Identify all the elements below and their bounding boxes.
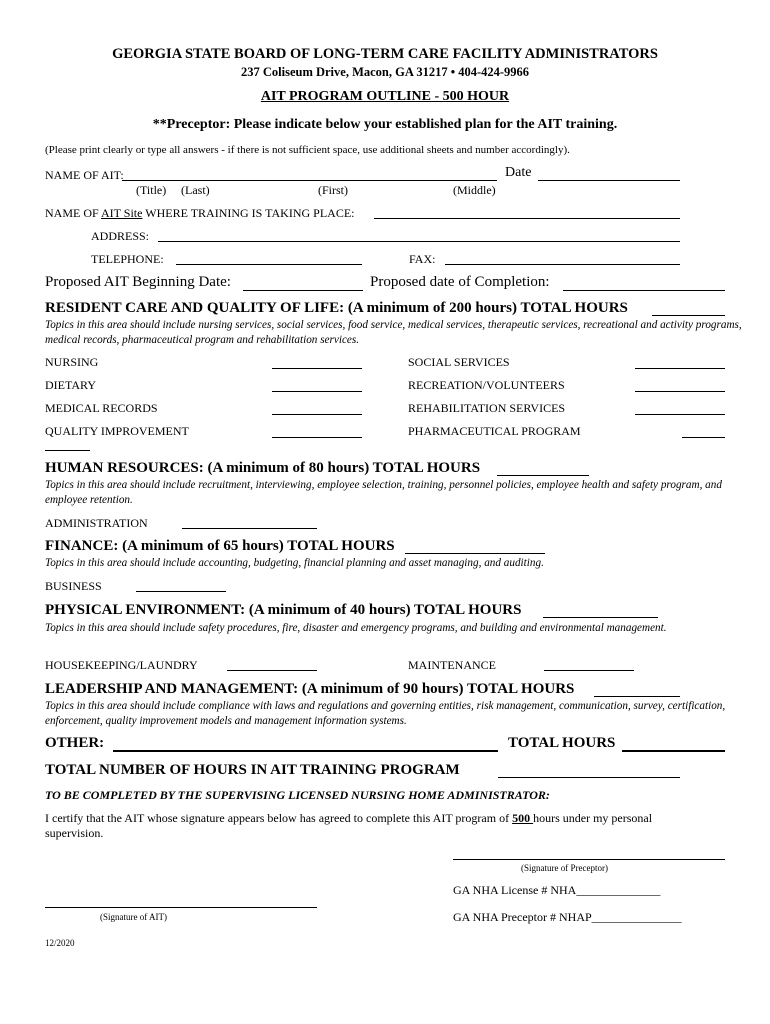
resident-topics: Topics in this area should include nursing services, social services, food service, medical services, therapeutic services, recreational and activity programs, medical records, pharmaceutical program and rehabilitation services.: [45, 319, 742, 346]
title-label: (Title): [136, 183, 167, 197]
housekeeping-label: HOUSEKEEPING/LAUNDRY: [45, 658, 198, 672]
physical-total-field[interactable]: [543, 617, 658, 618]
fax-field[interactable]: [445, 264, 680, 265]
leadership-heading: LEADERSHIP AND MANAGEMENT: (A minimum of 90 hours) TOTAL HOURS: [45, 681, 575, 697]
administration-hours-field[interactable]: [182, 528, 317, 529]
instructions: (Please print clearly or type all answers - if there is not sufficient space, use additional sheets and number accordingly).: [45, 144, 570, 156]
other-total-field[interactable]: [622, 750, 725, 752]
medical-records-hours-field[interactable]: [272, 414, 362, 415]
leadership-topics: Topics in this area should include compliance with laws and regulations and governing entities, risk management, communication, survey, certification, enforcement, quality improvement models and management information systems.: [45, 700, 726, 727]
leadership-total-field[interactable]: [594, 696, 680, 697]
board-name: GEORGIA STATE BOARD OF LONG-TERM CARE FACILITY ADMINISTRATORS: [112, 46, 658, 62]
date-field[interactable]: [538, 180, 680, 181]
certification-heading: TO BE COMPLETED BY THE SUPERVISING LICENSED NURSING HOME ADMINISTRATOR:: [45, 788, 550, 802]
preceptor-signature-label: (Signature of Preceptor): [521, 863, 608, 873]
hr-total-field[interactable]: [497, 475, 589, 476]
business-label: BUSINESS: [45, 579, 102, 593]
hr-topics: Topics in this area should include recruitment, interviewing, employee selection, training, personnel policies, employee health and safety program, and employee retention.: [45, 479, 722, 506]
completion-label: Proposed date of Completion:: [370, 274, 550, 290]
pharma-hours-field[interactable]: [682, 437, 725, 438]
ait-signature-line[interactable]: [45, 907, 317, 908]
business-hours-field[interactable]: [136, 591, 226, 592]
nha-license-label: GA NHA License # NHA______________: [453, 883, 661, 897]
quality-label: QUALITY IMPROVEMENT: [45, 424, 189, 438]
physical-topics: Topics in this area should include safety procedures, fire, disaster and emergency programs, and building and environmental management.: [45, 622, 667, 634]
social-hours-field[interactable]: [635, 368, 725, 369]
nursing-label: NURSING: [45, 355, 99, 369]
dietary-label: DIETARY: [45, 378, 97, 392]
site-field[interactable]: [374, 218, 680, 219]
board-address: 237 Coliseum Drive, Macon, GA 31217 • 404-424-9966: [240, 65, 530, 79]
preceptor-signature-line[interactable]: [453, 859, 725, 860]
name-label: NAME OF AIT:: [45, 168, 124, 182]
maintenance-label: MAINTENANCE: [408, 658, 496, 672]
finance-heading: FINANCE: (A minimum of 65 hours) TOTAL HOURS: [45, 538, 395, 554]
grand-total-field[interactable]: [498, 777, 680, 778]
fax-label: FAX:: [409, 252, 436, 266]
physical-heading: PHYSICAL ENVIRONMENT: (A minimum of 40 hours) TOTAL HOURS: [45, 602, 522, 618]
site-label: NAME OF AIT Site WHERE TRAINING IS TAKING PLACE:: [45, 206, 355, 220]
begin-date-field[interactable]: [243, 290, 363, 291]
medical-records-label: MEDICAL RECORDS: [45, 401, 158, 415]
middle-label: (Middle): [453, 183, 496, 197]
preceptor-number-label: GA NHA Preceptor # NHAP_______________: [453, 910, 682, 924]
hr-heading: HUMAN RESOURCES: (A minimum of 80 hours) TOTAL HOURS: [45, 460, 481, 476]
begin-date-label: Proposed AIT Beginning Date:: [45, 274, 231, 290]
other-field[interactable]: [113, 750, 498, 752]
name-field[interactable]: [122, 180, 497, 181]
address-label: ADDRESS:: [91, 229, 150, 243]
telephone-field[interactable]: [176, 264, 362, 265]
first-label: (First): [318, 183, 348, 197]
recreation-label: RECREATION/VOLUNTEERS: [408, 378, 565, 392]
maintenance-hours-field[interactable]: [544, 670, 634, 671]
pharma-hours-field-continued[interactable]: [45, 450, 90, 451]
completion-field[interactable]: [563, 290, 725, 291]
program-title: AIT PROGRAM OUTLINE - 500 HOUR: [260, 89, 510, 104]
last-label: (Last): [181, 183, 210, 197]
social-label: SOCIAL SERVICES: [408, 355, 510, 369]
finance-total-field[interactable]: [405, 553, 545, 554]
telephone-label: TELEPHONE:: [91, 252, 164, 266]
other-total-label: TOTAL HOURS: [508, 735, 616, 751]
quality-hours-field[interactable]: [272, 437, 362, 438]
revision-date: 12/2020: [45, 938, 75, 948]
housekeeping-hours-field[interactable]: [227, 670, 317, 671]
ait-signature-label: (Signature of AIT): [100, 912, 167, 922]
dietary-hours-field[interactable]: [272, 391, 362, 392]
resident-heading: RESIDENT CARE AND QUALITY OF LIFE: (A minimum of 200 hours) TOTAL HOURS: [45, 300, 628, 316]
grand-total-label: TOTAL NUMBER OF HOURS IN AIT TRAINING PROGRAM: [45, 762, 460, 778]
pharma-label: PHARMACEUTICAL PROGRAM: [408, 424, 581, 438]
recreation-hours-field[interactable]: [635, 391, 725, 392]
nursing-hours-field[interactable]: [272, 368, 362, 369]
finance-topics: Topics in this area should include accounting, budgeting, financial planning and asset managing, and auditing.: [45, 557, 544, 569]
certification-text-line2: supervision.: [45, 826, 104, 840]
rehab-hours-field[interactable]: [635, 414, 725, 415]
administration-label: ADMINISTRATION: [45, 516, 148, 530]
rehab-label: REHABILITATION SERVICES: [408, 401, 566, 415]
other-label: OTHER:: [45, 735, 105, 751]
resident-total-field[interactable]: [652, 315, 725, 316]
date-label: Date: [505, 165, 532, 180]
preceptor-note: **Preceptor: Please indicate below your established plan for the AIT training.: [152, 117, 618, 132]
certification-text: I certify that the AIT whose signature appears below has agreed to complete this AIT program of 500 hours under my personal: [45, 811, 653, 825]
address-field[interactable]: [158, 241, 680, 242]
